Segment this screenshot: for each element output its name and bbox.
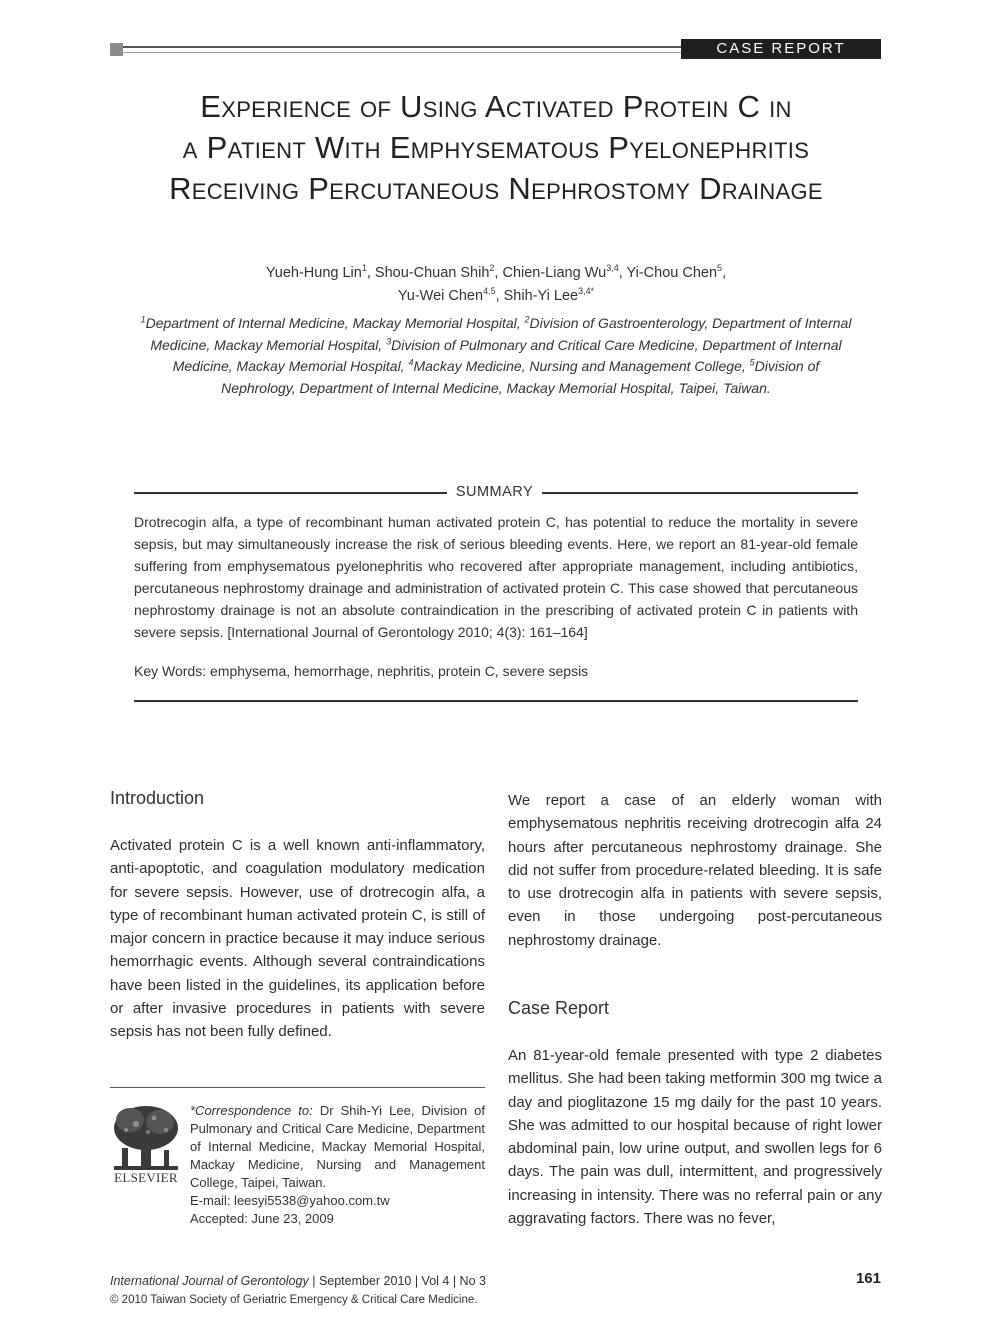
case-report-text: An 81-year-old female presented with type 2 diabetes mellitus. She had been taking metformin 300 mg twice a day and pioglitazone 15 mg daily for the past 10 years. She was admitted to our hospital because of right lower abdominal pain, low urine output, and swollen legs for 6 days. The pain was dull, intermittent, and progressively increasing in intensity. There was no referral pain or any aggravating factors. There was no fever, [508,1047,882,1228]
header-rule [123,46,683,48]
summary-rule-bottom [134,700,858,702]
correspondence-label: *Correspondence to: [190,1103,313,1118]
correspondence-text: Dr Shih-Yi Lee, Division of Pulmonary and Critical Care Medicine, Department of Internal Medicine, Mackay Memorial Hospital, Mackay Medicine, Nursing and Management College, Taipei, Taiwan. [190,1103,485,1190]
header-rule-thin [123,52,683,53]
intro-continued-text: We report a case of an elderly woman with emphysematous nephritis receiving drotrecogin alfa 24 hours after percutaneous nephrostomy drainage. She did not suffer from procedure-related bleeding. It is safe to use drotrecogin alfa in patients with severe sepsis, even in those undergoing post-percutaneous nephrostomy drainage. [508,792,882,949]
author: Yi-Chou Chen$^5$ [626,263,723,281]
correspondence-rule [110,1087,485,1088]
author: Yueh-Hung Lin$^1$ [265,263,367,281]
correspondence-note [190,1102,485,1228]
article-type-tag: CASE REPORT [681,39,881,59]
case-report-heading: Case Report [508,998,610,1018]
keywords [134,663,858,679]
correspondence-email[interactable]: E-mail: leesyi5538@yahoo.com.tw [190,1193,390,1208]
title-line: a Patient With Emphysematous Pyelonephritis [182,130,810,165]
summary-text: Drotrecogin alfa, a type of recombinant human activated protein C, has potential to reduce the mortality in severe sepsis, but may simultaneously increase the risk of serious bleeding events. Here, we report an 81-year-old female suffering from emphysematous pyelonephritis who recovered after appropriate management, including antibiotics, percutaneous nephrostomy drainage and administration of activated protein C. This case showed that percutaneous nephrostomy drainage is not an absolute contraindication in the prescribing of activated protein C in patients with severe sepsis. [International Journal of Gerontology 2010; 4(3): 161–164] [134,514,858,640]
summary-rule-left [134,492,447,494]
footer-copyright: © 2010 Taiwan Society of Geriatric Emergency & Critical Care Medicine. [110,1294,478,1306]
title-line: Receiving Percutaneous Nephrostomy Drainage [169,171,823,206]
elsevier-logo-text: ELSEVIER [114,1170,178,1185]
keywords-list: emphysema, hemorrhage, nephritis, protein C, severe sepsis [210,663,589,679]
affiliations: $^1$Department of Internal Medicine, Mackay Memorial Hospital, $^2$Division of Gastroenterology, Department of Internal Medicine, Mackay Memorial Hospital, $^3$Division of Pulmonary and Critical Care Medicine, Department of Internal Medicine, Mackay Memorial Hospital, $^4$Mackay Medicine, Nursing and Management College, $^5$Division of Nephrology, Department of Internal Medicine, Mackay Memorial Hospital, Taipei, Taiwan. [140,314,852,396]
accepted-date: Accepted: June 23, 2009 [190,1211,334,1226]
journal-name: International Journal of Gerontology [110,1274,309,1288]
author: Shou-Chuan Shih$^2$ [374,263,495,281]
author: Shih-Yi Lee$^{3,4*}$ [503,286,595,304]
author-list: Yueh-Hung Lin$^1$, Shou-Chuan Shih$^2$, Chien-Liang Wu$^{3,4}$, Yi-Chou Chen$^5$, Yu-Wei Chen$^{4,5}$, Shih-Yi Lee$^{3,4*}$ [265,263,727,304]
introduction-heading: Introduction [110,788,205,808]
article-title [110,86,882,209]
introduction-text: Activated protein C is a well known anti-inflammatory, anti-apoptotic, and coagulation modulatory medication for severe sepsis. However, use of drotrecogin alfa, a type of recombinant human activated protein C, is still of major concern in practice because it may induce serious hemorrhagic events. Although several contraindications have been listed in the guidelines, its application before or after invasive procedures in patients with severe sepsis has not been fully defined. [110,837,485,1041]
journal-issue: | September 2010 | Vol 4 | No 3 [308,1274,486,1288]
page-number: 161 [855,1270,881,1287]
summary-rule-right [542,492,858,494]
footer-journal [110,1274,486,1288]
author: Chien-Liang Wu$^{3,4}$ [502,263,619,281]
summary-heading: SUMMARY [455,484,534,500]
author: Yu-Wei Chen$^{4,5}$ [397,286,496,304]
title-line: Experience of Using Activated Protein C in [200,89,792,124]
keywords-label: Key Words: [134,663,207,679]
header-block [110,43,123,56]
